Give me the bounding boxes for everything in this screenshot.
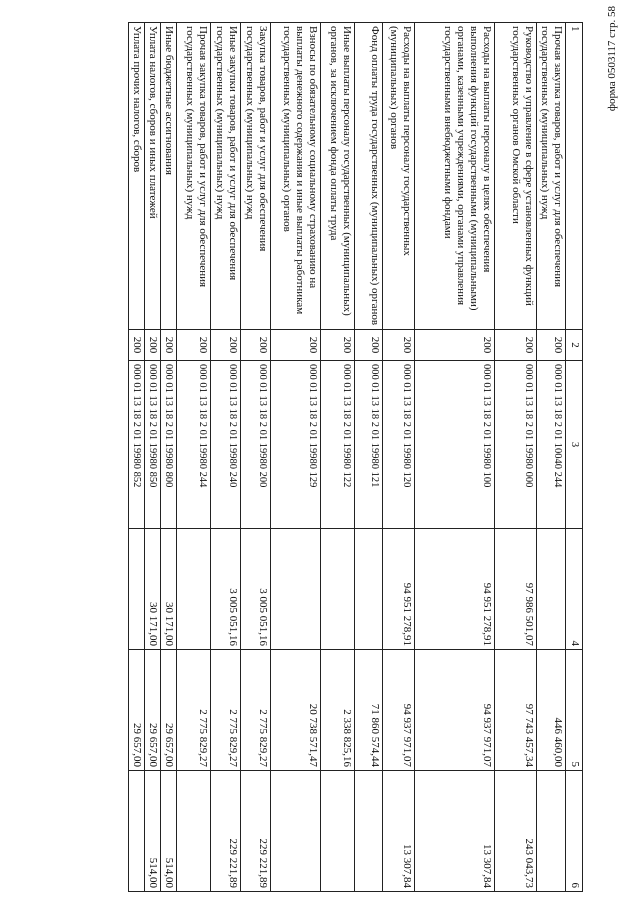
table-row xyxy=(271,23,321,892)
column-header-row xyxy=(566,23,583,892)
row-executed-cell: 2 775 829,27 xyxy=(241,650,271,771)
row-approved-cell xyxy=(537,529,566,650)
row-executed-cell: 94 937 971,07 xyxy=(383,650,415,771)
row-budget-code-cell: 000 01 13 18 2 01 19980 100 xyxy=(415,361,495,529)
row-line-code-cell: 200 xyxy=(177,330,211,361)
row-executed-cell: 94 937 971,07 xyxy=(415,650,495,771)
row-budget-code-cell: 000 01 13 18 2 01 19980 122 xyxy=(321,361,355,529)
row-unexecuted-cell: 514,00 xyxy=(161,771,177,892)
row-name-cell: Иные выплаты персоналу государственных (муниципальных) органов, за исключением фонда оплаты труда xyxy=(321,23,355,330)
row-unexecuted-cell: 243 043,73 xyxy=(495,771,537,892)
table-row xyxy=(145,23,161,892)
table-row xyxy=(241,23,271,892)
row-budget-code-cell: 000 01 13 18 2 01 19980 129 xyxy=(271,361,321,529)
column-header-3: 3 xyxy=(566,361,583,529)
row-unexecuted-cell xyxy=(129,771,145,892)
row-name-cell: Расходы на выплаты персоналу государственных (муниципальных) органов xyxy=(383,23,415,330)
table-body xyxy=(129,23,566,892)
row-budget-code-cell: 000 01 13 18 2 01 19980 850 xyxy=(145,361,161,529)
row-approved-cell: 30 171,00 xyxy=(161,529,177,650)
row-budget-code-cell: 000 01 13 18 2 01 10040 244 xyxy=(537,361,566,529)
row-approved-cell xyxy=(177,529,211,650)
row-unexecuted-cell: 229 221,89 xyxy=(211,771,241,892)
row-line-code-cell: 200 xyxy=(495,330,537,361)
row-line-code-cell: 200 xyxy=(211,330,241,361)
row-approved-cell: 3 005 051,16 xyxy=(211,529,241,650)
row-budget-code-cell: 000 01 13 18 2 01 19980 121 xyxy=(355,361,383,529)
row-name-cell: Уплата налогов, сборов и иных платежей xyxy=(145,23,161,330)
table-row xyxy=(161,23,177,892)
row-approved-cell: 94 951 278,91 xyxy=(383,529,415,650)
row-line-code-cell: 200 xyxy=(355,330,383,361)
table-row xyxy=(537,23,566,892)
row-line-code-cell: 200 xyxy=(383,330,415,361)
row-line-code-cell: 200 xyxy=(241,330,271,361)
row-name-cell: Закупка товаров, работ и услуг для обеспечения государственных (муниципальных) нужд xyxy=(241,23,271,330)
row-line-code-cell: 200 xyxy=(161,330,177,361)
form-label-text: форма 0503117 стр. 58 xyxy=(606,6,618,112)
column-header-6: 6 xyxy=(566,771,583,892)
table-row xyxy=(129,23,145,892)
row-executed-cell: 29 657,00 xyxy=(129,650,145,771)
row-name-cell: Расходы на выплаты персоналу в целях обеспечения выполнения функций государственными (муниципальными) органами, казенными учреждениями, органами управления государственными внебюджетными фондами xyxy=(415,23,495,330)
row-unexecuted-cell xyxy=(355,771,383,892)
row-approved-cell xyxy=(129,529,145,650)
row-executed-cell: 29 657,00 xyxy=(145,650,161,771)
row-executed-cell: 2 775 829,27 xyxy=(177,650,211,771)
row-name-cell: Прочая закупка товаров, работ и услуг для обеспечения государственных (муниципальных) нужд xyxy=(177,23,211,330)
table-row xyxy=(383,23,415,892)
row-line-code-cell: 200 xyxy=(129,330,145,361)
row-line-code-cell: 200 xyxy=(321,330,355,361)
column-header-4: 4 xyxy=(566,529,583,650)
row-unexecuted-cell xyxy=(321,771,355,892)
row-unexecuted-cell: 514,00 xyxy=(145,771,161,892)
row-line-code-cell: 200 xyxy=(537,330,566,361)
row-line-code-cell: 200 xyxy=(271,330,321,361)
column-header-2: 2 xyxy=(566,330,583,361)
row-unexecuted-cell xyxy=(537,771,566,892)
row-unexecuted-cell: 13 307,84 xyxy=(415,771,495,892)
row-executed-cell: 446 460,00 xyxy=(537,650,566,771)
row-budget-code-cell: 000 01 13 18 2 01 19980 800 xyxy=(161,361,177,529)
row-executed-cell: 97 743 457,34 xyxy=(495,650,537,771)
row-unexecuted-cell xyxy=(177,771,211,892)
report-table xyxy=(128,22,583,892)
row-executed-cell: 2 338 825,16 xyxy=(321,650,355,771)
row-name-cell: Иные закупки товаров, работ и услуг для обеспечения государственных (муниципальных) нужд xyxy=(211,23,241,330)
row-executed-cell: 2 775 829,27 xyxy=(211,650,241,771)
row-approved-cell xyxy=(321,529,355,650)
row-budget-code-cell: 000 01 13 18 2 01 19980 852 xyxy=(129,361,145,529)
row-name-cell: Уплата прочих налогов, сборов xyxy=(129,23,145,330)
row-budget-code-cell: 000 01 13 18 2 01 19980 240 xyxy=(211,361,241,529)
table-row xyxy=(495,23,537,892)
row-approved-cell: 94 951 278,91 xyxy=(415,529,495,650)
row-approved-cell: 30 171,00 xyxy=(145,529,161,650)
row-name-cell: Иные бюджетные ассигнования xyxy=(161,23,177,330)
row-approved-cell: 97 986 501,07 xyxy=(495,529,537,650)
row-budget-code-cell: 000 01 13 18 2 01 19980 244 xyxy=(177,361,211,529)
table-row xyxy=(211,23,241,892)
table-row xyxy=(415,23,495,892)
row-line-code-cell: 200 xyxy=(415,330,495,361)
row-unexecuted-cell xyxy=(271,771,321,892)
form-label xyxy=(601,6,623,236)
row-name-cell: Руководство и управление в сфере установленных функций государственных органов Омской области xyxy=(495,23,537,330)
row-name-cell: Прочая закупка товаров, работ и услуг для обеспечения государственных (муниципальных) нужд xyxy=(537,23,566,330)
rotated-table-page xyxy=(78,22,583,888)
row-name-cell: Взносы по обязательному социальному страхованию на выплаты денежного содержания и иные выплаты работникам государственных (муниципальных) органов xyxy=(271,23,321,330)
row-budget-code-cell: 000 01 13 18 2 01 19980 200 xyxy=(241,361,271,529)
row-executed-cell: 29 657,00 xyxy=(161,650,177,771)
row-unexecuted-cell: 13 307,84 xyxy=(383,771,415,892)
row-executed-cell: 71 860 574,44 xyxy=(355,650,383,771)
table-row xyxy=(177,23,211,892)
row-executed-cell: 20 738 571,47 xyxy=(271,650,321,771)
row-unexecuted-cell: 229 221,89 xyxy=(241,771,271,892)
table-row xyxy=(321,23,355,892)
row-name-cell: Фонд оплаты труда государственных (муниципальных) органов xyxy=(355,23,383,330)
row-budget-code-cell: 000 01 13 18 2 01 19980 120 xyxy=(383,361,415,529)
row-budget-code-cell: 000 01 13 18 2 01 19980 000 xyxy=(495,361,537,529)
table-row xyxy=(355,23,383,892)
column-header-1: 1 xyxy=(566,23,583,330)
row-approved-cell xyxy=(271,529,321,650)
row-approved-cell: 3 005 051,16 xyxy=(241,529,271,650)
row-approved-cell xyxy=(355,529,383,650)
column-header-5: 5 xyxy=(566,650,583,771)
row-line-code-cell: 200 xyxy=(145,330,161,361)
